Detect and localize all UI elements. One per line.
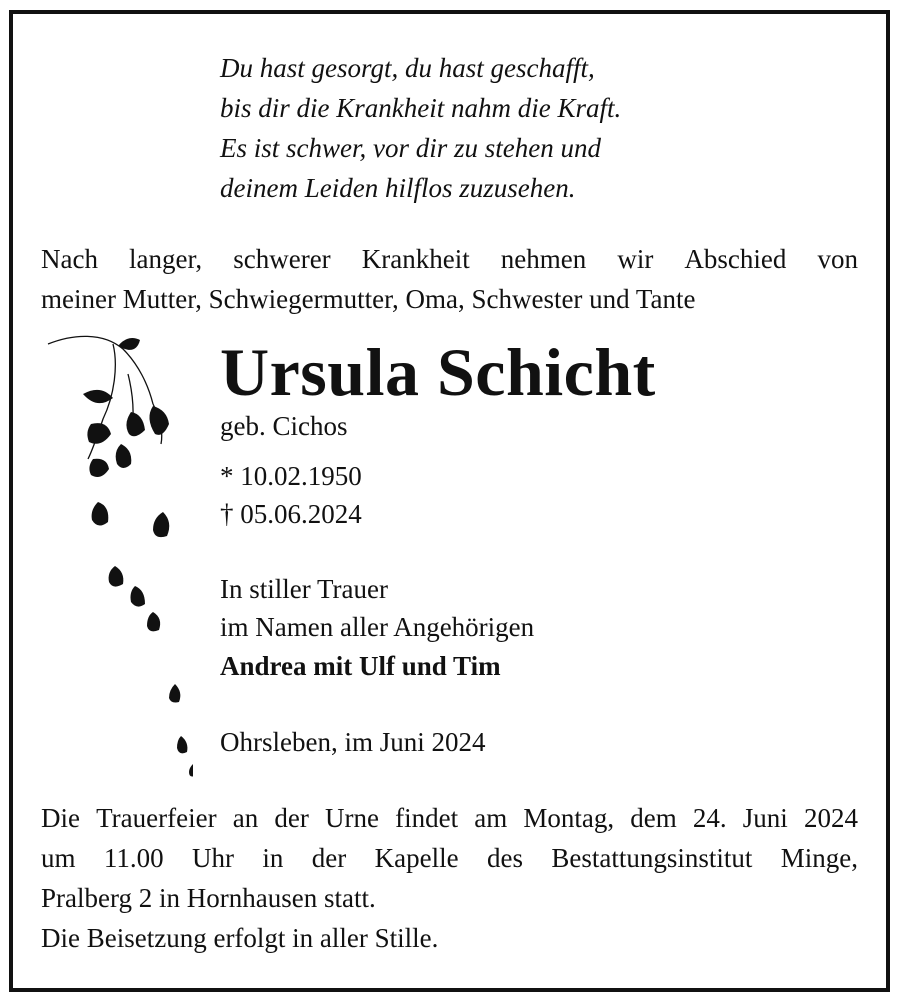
funeral-line-1 — [41, 798, 858, 838]
leaves-branch-icon — [43, 324, 193, 794]
mourning-line-2: im Namen aller Angehörigen — [220, 612, 535, 642]
intro-word: schwerer — [233, 244, 331, 274]
funeral-word: 24. — [692, 803, 727, 833]
funeral-word: Bestattungsinstitut — [551, 843, 753, 873]
funeral-word: Montag, — [523, 803, 615, 833]
funeral-line-3-text: Pralberg 2 in Hornhausen statt. — [41, 883, 376, 913]
funeral-word: der — [311, 843, 347, 873]
funeral-word: in — [262, 843, 284, 873]
verse — [220, 48, 621, 208]
funeral-line-2 — [41, 838, 858, 878]
funeral-word: des — [486, 843, 523, 873]
intro-word: von — [817, 244, 858, 274]
funeral-word: findet — [395, 803, 459, 833]
funeral-word: Die — [41, 803, 80, 833]
funeral-line-4 — [41, 918, 858, 958]
funeral-word: um — [41, 843, 76, 873]
intro-text — [41, 239, 858, 319]
intro-word: Krankheit — [361, 244, 470, 274]
funeral-word: Minge, — [780, 843, 858, 873]
funeral-word: Kapelle — [374, 843, 459, 873]
funeral-word: am — [474, 803, 508, 833]
funeral-word: an — [232, 803, 259, 833]
verse-line: Du hast gesorgt, du hast geschafft, — [220, 53, 595, 83]
deceased-name: Ursula Schicht — [220, 334, 656, 410]
deceased-maiden-name: geb. Cichos — [220, 411, 348, 441]
funeral-word: dem — [630, 803, 677, 833]
funeral-word: der — [274, 803, 309, 833]
verse-line: Es ist schwer, vor dir zu stehen und — [220, 133, 601, 163]
funeral-word: 11.00 — [103, 843, 164, 873]
funeral-line-3 — [41, 878, 858, 918]
intro-line-1 — [41, 239, 858, 279]
intro-word: Abschied — [684, 244, 787, 274]
mourning-line-1: In stiller Trauer — [220, 574, 388, 604]
funeral-line-4-text: Die Beisetzung erfolgt in aller Stille. — [41, 923, 439, 953]
place-date: Ohrsleben, im Juni 2024 — [220, 727, 486, 757]
intro-word: nehmen — [500, 244, 587, 274]
intro-word: wir — [617, 244, 654, 274]
funeral-word: Juni — [742, 803, 788, 833]
verse-line: deinem Leiden hilflos zuzusehen. — [220, 173, 576, 203]
funeral-word: Uhr — [192, 843, 235, 873]
mourner-names: Andrea mit Ulf und Tim — [220, 651, 501, 681]
funeral-info — [41, 798, 858, 958]
intro-line-2-text: meiner Mutter, Schwiegermutter, Oma, Schwester und Tante — [41, 284, 696, 314]
funeral-word: Urne — [324, 803, 379, 833]
verse-line: bis dir die Krankheit nahm die Kraft. — [220, 93, 622, 123]
intro-word: langer, — [129, 244, 203, 274]
funeral-word: 2024 — [803, 803, 858, 833]
death-date: † 05.06.2024 — [220, 499, 362, 529]
obituary-card — [9, 10, 890, 992]
funeral-word: Trauerfeier — [96, 803, 217, 833]
intro-word: Nach — [41, 244, 98, 274]
intro-line-2 — [41, 279, 858, 319]
birth-date: * 10.02.1950 — [220, 461, 362, 491]
